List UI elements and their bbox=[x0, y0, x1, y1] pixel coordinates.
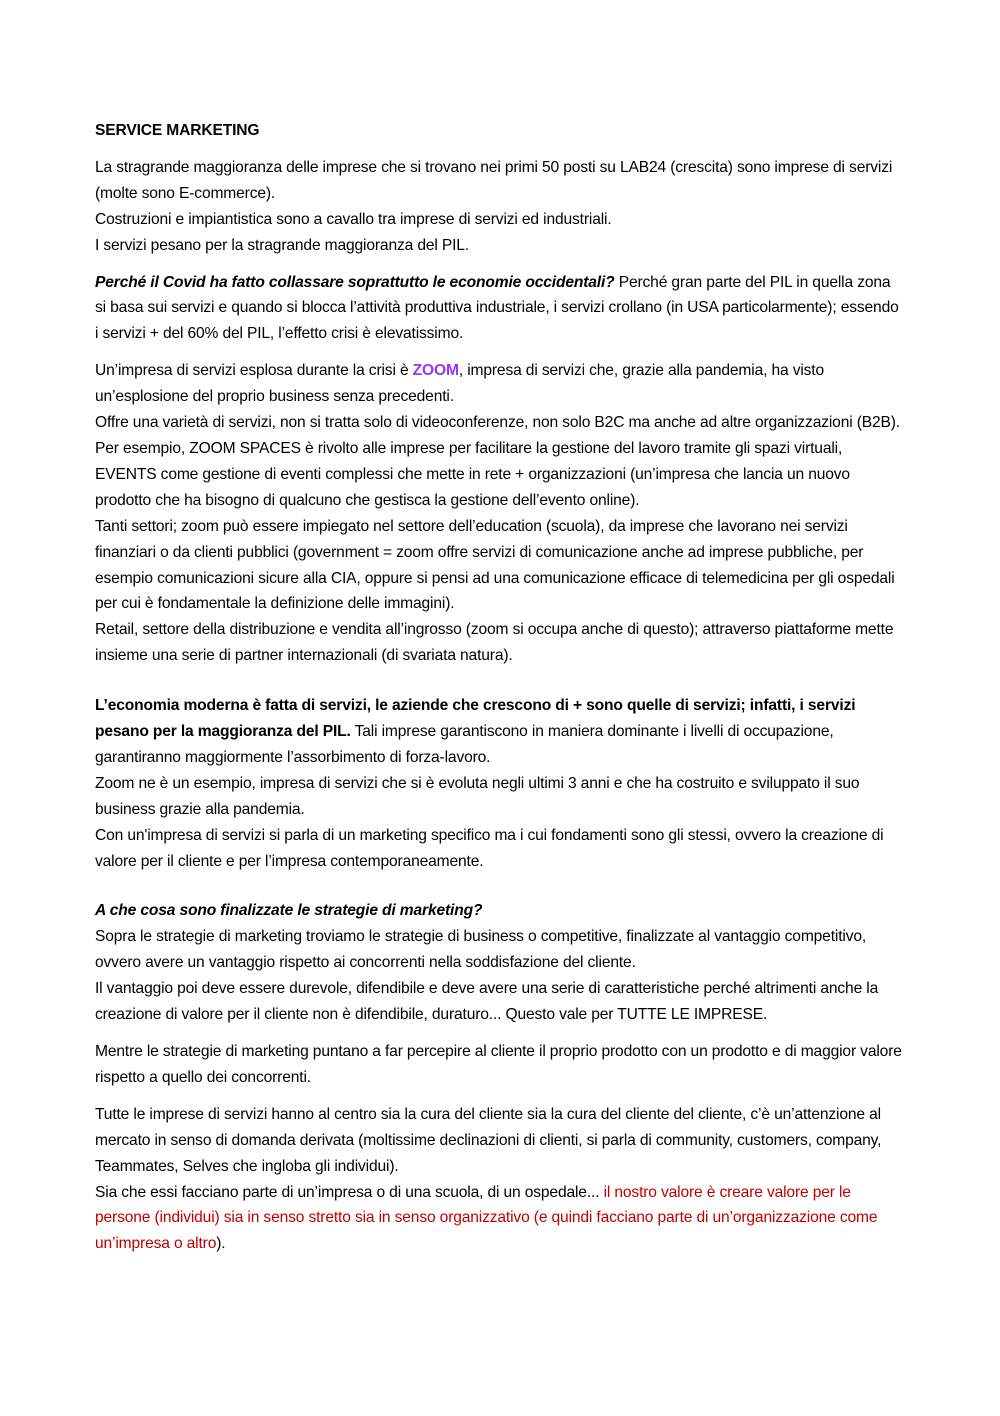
zoom-intro-post: , impresa di servizi che, grazie alla pandemia, ha visto un’esplosione del proprio business senza precedenti. bbox=[95, 362, 825, 406]
services-line-2-pre: Sia che essi facciano parte di un’impresa o di una scuola, di un ospedale... bbox=[95, 1183, 604, 1201]
intro-line-3: I servizi pesano per la stragrande maggioranza del PIL. bbox=[95, 236, 470, 254]
economy-rest: Tali imprese garantiscono in maniera dominante i livelli di occupazione, garantiranno maggiormente l’assorbimento di forza-lavoro. bbox=[95, 723, 834, 766]
zoom-line-2: Per esempio, ZOOM SPACES è rivolto alle imprese per facilitare la gestione del lavoro tramite gli spazi virtuali, EVENTS come gestione di eventi complessi che mette in rete + organizzazioni (un’impresa che lancia un nuovo prodotto che ha bisogno di qualcuno che gestisca la gestione dell’evento online). bbox=[95, 439, 850, 509]
marketing-paragraph: Mentre le strategie di marketing puntano a far percepire al cliente il proprio prodotto con un prodotto e di maggior valore rispetto a quello dei concorrenti. bbox=[95, 1043, 902, 1086]
zoom-line-4: Retail, settore della distribuzione e vendita all’ingrosso (zoom si occupa anche di questo); attraverso piattaforme mette insieme una serie di partner internazionali (di svariata natura). bbox=[95, 621, 894, 665]
zoom-line-3: Tanti settori; zoom può essere impiegato nel settore dell’education (scuola), da imprese che lavorano nei servizi finanziari o da clienti pubblici (government = zoom offre servizi di comunicazione anche ad imprese pubbliche, per esempio comunicazioni sicure alla CIA, oppure si pensi ad una comunicazione efficace di telemedicina per gli ospedali per cui è fondamentale la definizione delle immagini). bbox=[95, 517, 895, 613]
document-title: SERVICE MARKETING bbox=[95, 122, 260, 139]
covid-paragraph bbox=[95, 270, 905, 348]
covid-question: Perché il Covid ha fatto collassare soprattutto le economie occidentali? bbox=[95, 273, 615, 291]
intro-line-1: La stragrande maggioranza delle imprese che si trovano nei primi 50 posti su LAB24 (crescita) sono imprese di servizi (molte sono E-commerce). bbox=[95, 158, 893, 202]
zoom-intro-pre: Un’impresa di servizi esplosa durante la crisi è bbox=[95, 362, 413, 380]
economy-bold: L’economia moderna è fatta di servizi, le aziende che crescono di + sono quelle di servizi; infatti, i servizi pesano per la maggioranza del PIL. bbox=[95, 697, 856, 741]
value-highlight: il nostro valore è creare valore per le persone (individui) sia in senso stretto sia in senso organizzativo (e quindi facciano parte di un’organizzazione come un’impresa o altro bbox=[95, 1183, 878, 1253]
services-line-2-post: ). bbox=[216, 1235, 226, 1253]
strategy-line-1: Sopra le strategie di marketing troviamo le strategie di business o competitive, finalizzate al vantaggio competitivo, ovvero avere un vantaggio rispetto ai concorrenti nella soddisfazione del cliente. bbox=[95, 928, 867, 972]
covid-answer: Perché gran parte del PIL in quella zona si basa sui servizi e quando si blocca l’attività produttiva industriale, i servizi crollano (in USA particolarmente); essendo i servizi + del 60% del PIL, l’effetto crisi è elevatissimo. bbox=[95, 273, 899, 343]
intro-line-2: Costruzioni e impiantistica sono a cavallo tra imprese di servizi ed industriali. bbox=[95, 210, 612, 228]
strategy-line-2: Il vantaggio poi deve essere durevole, difendibile e deve avere una serie di caratteristiche perché altrimenti anche la creazione di valore per il cliente non è difendibile, duraturo... Questo vale per TUTTE LE IMPRESE. bbox=[95, 980, 879, 1024]
services-line-1: Tutte le imprese di servizi hanno al centro sia la cura del cliente sia la cura del cliente del cliente, c’è un’attenzione al mercato in senso di domanda derivata (moltissime declinazioni di clienti, si parla di community, customers, company, Teammates, Selves che ingloba gli individui). bbox=[95, 1105, 882, 1175]
document-page bbox=[95, 118, 905, 1257]
economy-paragraph bbox=[95, 693, 905, 771]
zoom-highlight: ZOOM bbox=[412, 362, 459, 380]
strategy-question: A che cosa sono finalizzate le strategie di marketing? bbox=[95, 902, 483, 920]
economy-line-1: Zoom ne è un esempio, impresa di servizi che si è evoluta negli ultimi 3 anni e che ha costruito e sviluppato il suo business grazie alla pandemia. bbox=[95, 774, 860, 818]
zoom-intro bbox=[95, 358, 905, 410]
zoom-line-1: Offre una varietà di servizi, non si tratta solo di videoconferenze, non solo B2C ma anche ad altre organizzazioni (B2B). bbox=[95, 414, 901, 432]
services-line-2 bbox=[95, 1180, 905, 1258]
economy-line-2: Con un'impresa di servizi si parla di un marketing specifico ma i cui fondamenti sono gli stessi, ovvero la creazione di valore per il cliente e per l’impresa contemporaneamente. bbox=[95, 826, 884, 870]
